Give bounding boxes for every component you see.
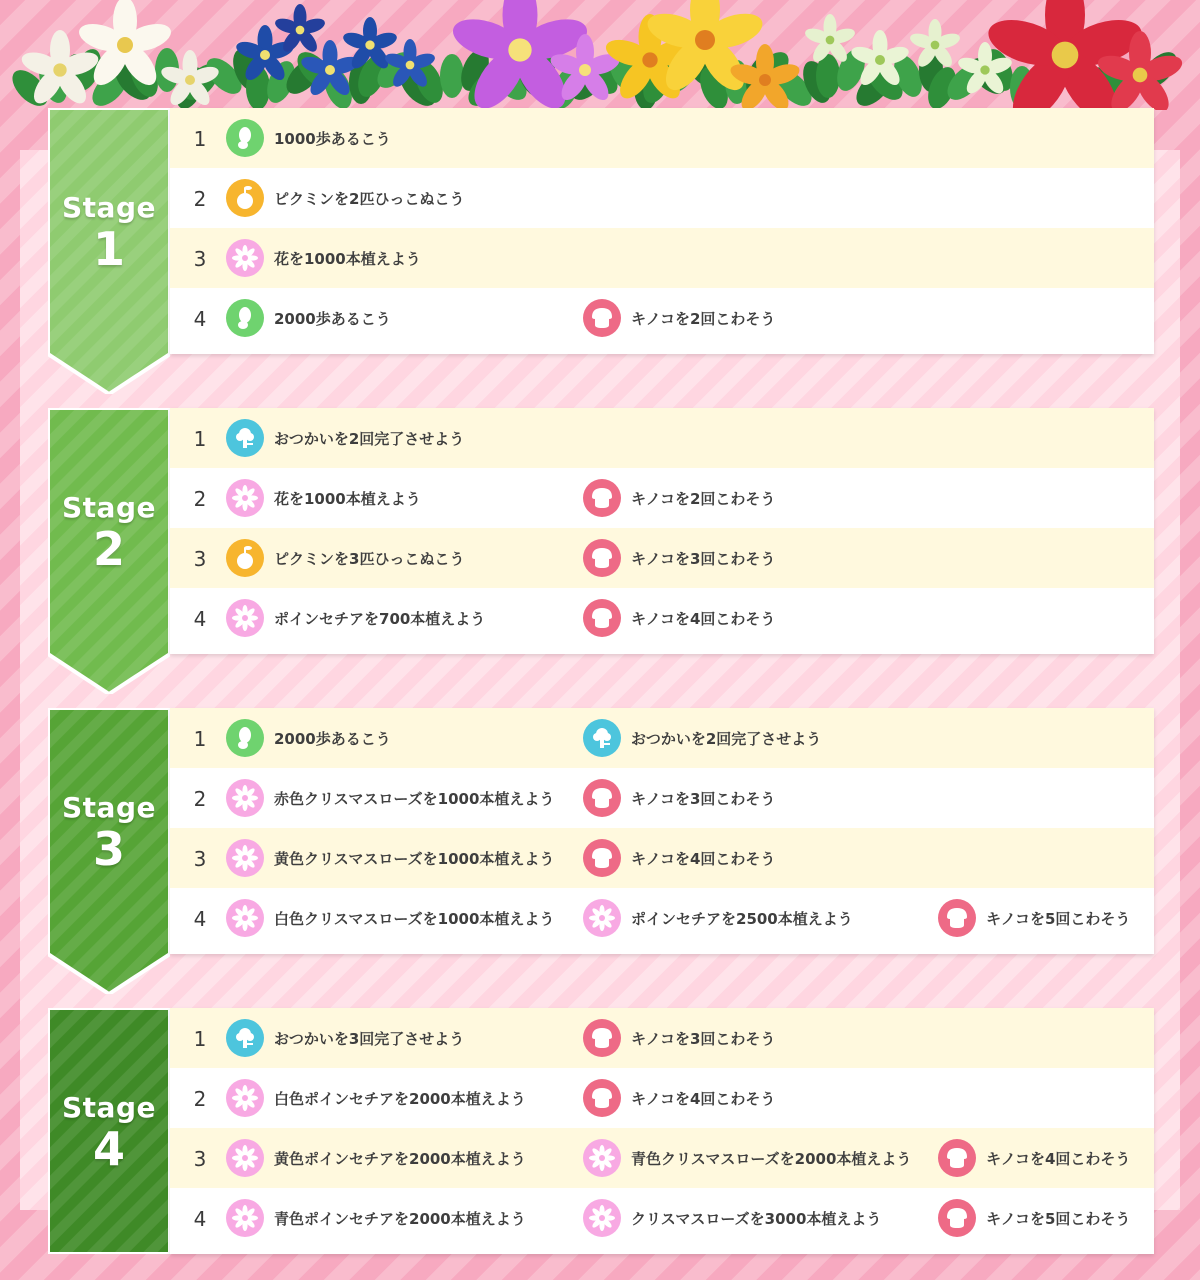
mission-table — [170, 408, 1154, 654]
mission-task-text: 白色ポインセチアを2000本植えよう — [274, 1089, 526, 1108]
mission-row — [170, 288, 1154, 354]
mission-row — [170, 1128, 1154, 1188]
mission-row-number: 4 — [193, 307, 207, 331]
mission-row-number: 4 — [193, 607, 207, 631]
mushroom-icon — [583, 299, 621, 337]
stage-word: Stage — [62, 190, 156, 224]
mission-task — [938, 1199, 1130, 1237]
mission-task-text: 花を1000本植えよう — [274, 489, 421, 508]
mission-task-text: ピクミンを3匹ひっこぬこう — [274, 549, 465, 568]
mission-task-text: 白色クリスマスローズを1000本植えよう — [274, 909, 555, 928]
mission-task — [583, 599, 775, 637]
stage-word: Stage — [62, 490, 156, 524]
mission-task — [226, 839, 554, 877]
walk-icon — [226, 719, 264, 757]
flower-icon — [226, 779, 264, 817]
mission-row-number: 1 — [193, 127, 207, 151]
mission-task-text: キノコを2回こわそう — [631, 309, 776, 328]
mission-task-text: 黄色クリスマスローズを1000本植えよう — [274, 849, 555, 868]
mission-row-number: 3 — [193, 247, 207, 271]
mission-row — [170, 888, 1154, 954]
mission-row-number: 2 — [193, 487, 207, 511]
stage-word: Stage — [62, 1090, 156, 1124]
mushroom-icon — [583, 839, 621, 877]
mission-table — [170, 708, 1154, 954]
flower-icon — [583, 1139, 621, 1177]
mission-task — [226, 1139, 526, 1177]
mission-row — [170, 708, 1154, 768]
flower-icon — [226, 1139, 264, 1177]
mission-task-text: キノコを5回こわそう — [986, 1209, 1131, 1228]
mushroom-icon — [938, 1139, 976, 1177]
mission-row — [170, 1008, 1154, 1068]
stage-number: 4 — [92, 1121, 125, 1176]
mission-task-text: キノコを3回こわそう — [631, 1029, 776, 1048]
errand-icon — [583, 719, 621, 757]
mission-task — [226, 239, 421, 277]
mission-row — [170, 588, 1154, 654]
mushroom-icon — [583, 1079, 621, 1117]
mission-task — [226, 179, 464, 217]
mission-task — [226, 479, 421, 517]
stage-4 — [48, 1008, 1154, 1254]
mission-task-text: クリスマスローズを3000本植えよう — [631, 1209, 882, 1228]
mushroom-icon — [583, 539, 621, 577]
mission-row-number: 2 — [193, 787, 207, 811]
mission-task — [226, 1079, 526, 1117]
mission-row — [170, 1068, 1154, 1128]
mission-row-number: 2 — [193, 1087, 207, 1111]
mission-task — [226, 1019, 464, 1057]
mission-row — [170, 108, 1154, 168]
mission-row — [170, 528, 1154, 588]
mission-task-text: おつかいを2回完了させよう — [274, 429, 465, 448]
mushroom-icon — [583, 1019, 621, 1057]
mission-row — [170, 168, 1154, 228]
mission-row — [170, 828, 1154, 888]
mission-task — [226, 899, 554, 937]
mission-task — [226, 779, 554, 817]
mission-row — [170, 468, 1154, 528]
stage-number: 2 — [92, 521, 125, 576]
flower-banner-decoration — [0, 0, 1200, 110]
stage-label — [48, 408, 170, 654]
mission-row-number: 1 — [193, 727, 207, 751]
mission-row-number: 1 — [193, 1027, 207, 1051]
mission-task-text: 青色ポインセチアを2000本植えよう — [274, 1209, 526, 1228]
mission-table — [170, 1008, 1154, 1254]
mission-task-text: おつかいを2回完了させよう — [631, 729, 822, 748]
flower-icon — [226, 479, 264, 517]
mission-row — [170, 228, 1154, 288]
mission-task-text: 1000歩あるこう — [274, 129, 391, 148]
mission-task-text: ピクミンを2匹ひっこぬこう — [274, 189, 465, 208]
mission-row-number: 3 — [193, 847, 207, 871]
stage-label — [48, 108, 170, 354]
mission-task — [583, 1199, 881, 1237]
errand-icon — [226, 419, 264, 457]
mission-task — [226, 299, 391, 337]
mission-task-text: 花を1000本植えよう — [274, 249, 421, 268]
mission-task — [583, 539, 775, 577]
mission-task — [583, 779, 775, 817]
flower-icon — [226, 839, 264, 877]
mission-task — [583, 1019, 775, 1057]
mission-table — [170, 108, 1154, 354]
flower-icon — [226, 899, 264, 937]
mission-task — [226, 1199, 526, 1237]
mission-task-text: キノコを4回こわそう — [986, 1149, 1131, 1168]
flower-icon — [583, 1199, 621, 1237]
mission-task-text: ポインセチアを700本植えよう — [274, 609, 486, 628]
mission-task — [583, 1079, 775, 1117]
mission-task-text: キノコを5回こわそう — [986, 909, 1131, 928]
flower-icon — [226, 1199, 264, 1237]
mushroom-icon — [938, 1199, 976, 1237]
stage-3 — [48, 708, 1154, 954]
mission-task-text: 青色クリスマスローズを2000本植えよう — [631, 1149, 912, 1168]
mission-task-text: キノコを4回こわそう — [631, 1089, 776, 1108]
mission-row — [170, 408, 1154, 468]
stage-word: Stage — [62, 790, 156, 824]
mission-task-text: 2000歩あるこう — [274, 729, 391, 748]
walk-icon — [226, 119, 264, 157]
mission-row-number: 4 — [193, 907, 207, 931]
mission-task — [938, 1139, 1130, 1177]
mission-task — [583, 719, 821, 757]
mission-task-text: キノコを4回こわそう — [631, 849, 776, 868]
mission-task-text: 赤色クリスマスローズを1000本植えよう — [274, 789, 555, 808]
stage-1 — [48, 108, 1154, 354]
stage-2 — [48, 408, 1154, 654]
mission-row — [170, 768, 1154, 828]
mission-task-text: 2000歩あるこう — [274, 309, 391, 328]
mission-task-text: キノコを3回こわそう — [631, 789, 776, 808]
stage-number: 1 — [92, 221, 125, 276]
flower-icon — [226, 599, 264, 637]
mission-row-number: 1 — [193, 427, 207, 451]
mushroom-icon — [583, 599, 621, 637]
mission-task — [226, 119, 391, 157]
mission-task-text: ポインセチアを2500本植えよう — [631, 909, 853, 928]
stage-label — [48, 708, 170, 954]
mission-row-number: 3 — [193, 1147, 207, 1171]
mission-task-text: おつかいを3回完了させよう — [274, 1029, 465, 1048]
pikmin-icon — [226, 539, 264, 577]
mission-task — [583, 299, 775, 337]
mission-row-number: 4 — [193, 1207, 207, 1231]
mission-task — [226, 719, 391, 757]
errand-icon — [226, 1019, 264, 1057]
mushroom-icon — [583, 479, 621, 517]
mission-task — [226, 599, 485, 637]
mushroom-icon — [583, 779, 621, 817]
flower-icon — [583, 899, 621, 937]
mission-task — [938, 899, 1130, 937]
mushroom-icon — [938, 899, 976, 937]
mission-task-text: キノコを2回こわそう — [631, 489, 776, 508]
mission-task — [226, 419, 464, 457]
mission-row-number: 2 — [193, 187, 207, 211]
mission-task — [583, 839, 775, 877]
mission-task — [583, 479, 775, 517]
mission-task-text: 黄色ポインセチアを2000本植えよう — [274, 1149, 526, 1168]
stage-label — [48, 1008, 170, 1254]
mission-row — [170, 1188, 1154, 1254]
mission-task — [583, 899, 853, 937]
mission-task-text: キノコを3回こわそう — [631, 549, 776, 568]
mission-task-text: キノコを4回こわそう — [631, 609, 776, 628]
stage-number: 3 — [92, 821, 125, 876]
flower-icon — [226, 239, 264, 277]
walk-icon — [226, 299, 264, 337]
mission-row-number: 3 — [193, 547, 207, 571]
pikmin-icon — [226, 179, 264, 217]
mission-task — [583, 1139, 911, 1177]
flower-icon — [226, 1079, 264, 1117]
mission-task — [226, 539, 464, 577]
